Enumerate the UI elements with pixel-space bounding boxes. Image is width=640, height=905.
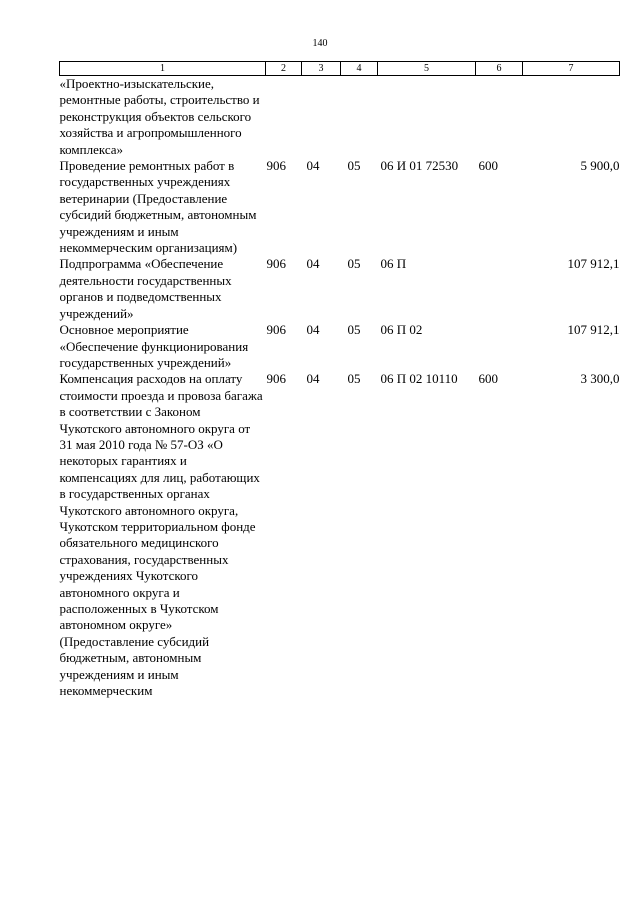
row-name: Компенсация расходов на оплату стоимости проезда и провоза багажа в соответствии с Законом Чукотского автономного округа от 31 мая 2010 года № 57-ОЗ «О некоторых гарантиях и компенсациях для лиц, работающих в государственных органах Чукотского автономного округа, Чукотском территориальном фонде обязательного медицинского страхования, государственных учреждениях Чукотского автономного округа и расположенных в Чукотском автономном округе» (Предоставление субсидий бюджетным, автономным учреждениям и иным некоммерческим bbox=[59, 371, 263, 699]
table-header-row bbox=[60, 62, 620, 76]
row-expense-type: 600 bbox=[478, 158, 498, 174]
row-name: Проведение ремонтных работ в государственных учреждениях ветеринарии (Предоставление субсидий бюджетным, автономным учреждениям и иным некоммерческим организациям) bbox=[59, 158, 257, 256]
row-grbs: 906 bbox=[266, 256, 286, 272]
row-section: 04 bbox=[306, 256, 320, 272]
row-name: Основное мероприятие «Обеспечение функционирования государственных учреждений» bbox=[59, 322, 249, 370]
row-target-code: 06 П 02 bbox=[380, 322, 423, 338]
column-header: 6 bbox=[476, 62, 523, 76]
row-name: Подпрограмма «Обеспечение деятельности государственных органов и подведомственных учреждений» bbox=[59, 256, 232, 321]
row-expense-type: 600 bbox=[478, 371, 498, 387]
table-row bbox=[60, 371, 620, 699]
budget-table bbox=[59, 61, 620, 699]
row-grbs: 906 bbox=[266, 371, 286, 387]
column-header: 1 bbox=[60, 62, 266, 76]
column-header: 5 bbox=[378, 62, 476, 76]
row-grbs bbox=[266, 76, 302, 159]
row-amount bbox=[523, 76, 620, 159]
row-expense-type bbox=[476, 322, 523, 371]
row-target-code: 06 И 01 72530 bbox=[380, 158, 459, 174]
row-grbs: 906 bbox=[266, 158, 286, 174]
row-section: 04 bbox=[306, 158, 320, 174]
row-subsection: 05 bbox=[347, 256, 361, 272]
column-header: 2 bbox=[266, 62, 302, 76]
row-amount: 5 900,0 bbox=[580, 158, 620, 174]
page-number: 140 bbox=[312, 38, 328, 49]
row-subsection bbox=[341, 76, 378, 159]
row-subsection: 05 bbox=[347, 158, 361, 174]
row-section: 04 bbox=[306, 322, 320, 338]
column-header: 7 bbox=[523, 62, 620, 76]
row-grbs: 906 bbox=[266, 322, 286, 338]
column-header: 4 bbox=[341, 62, 378, 76]
row-name: «Проектно-изыскательские, ремонтные работы, строительство и реконструкция объектов сельского хозяйства и агропромышленного комплекса» bbox=[59, 76, 260, 157]
row-amount: 107 912,1 bbox=[567, 256, 620, 272]
row-expense-type bbox=[476, 76, 523, 159]
table-row bbox=[60, 322, 620, 371]
row-section: 04 bbox=[306, 371, 320, 387]
row-amount: 107 912,1 bbox=[567, 322, 620, 338]
row-amount: 3 300,0 bbox=[580, 371, 620, 387]
row-expense-type bbox=[476, 256, 523, 322]
column-header: 3 bbox=[302, 62, 341, 76]
row-subsection: 05 bbox=[347, 371, 361, 387]
row-target-code: 06 П bbox=[380, 256, 407, 272]
row-section bbox=[302, 76, 341, 159]
row-subsection: 05 bbox=[347, 322, 361, 338]
row-target-code: 06 П 02 10110 bbox=[380, 371, 458, 387]
table-row bbox=[60, 76, 620, 159]
row-target-code bbox=[378, 76, 476, 159]
table-row bbox=[60, 256, 620, 322]
table-row bbox=[60, 158, 620, 256]
